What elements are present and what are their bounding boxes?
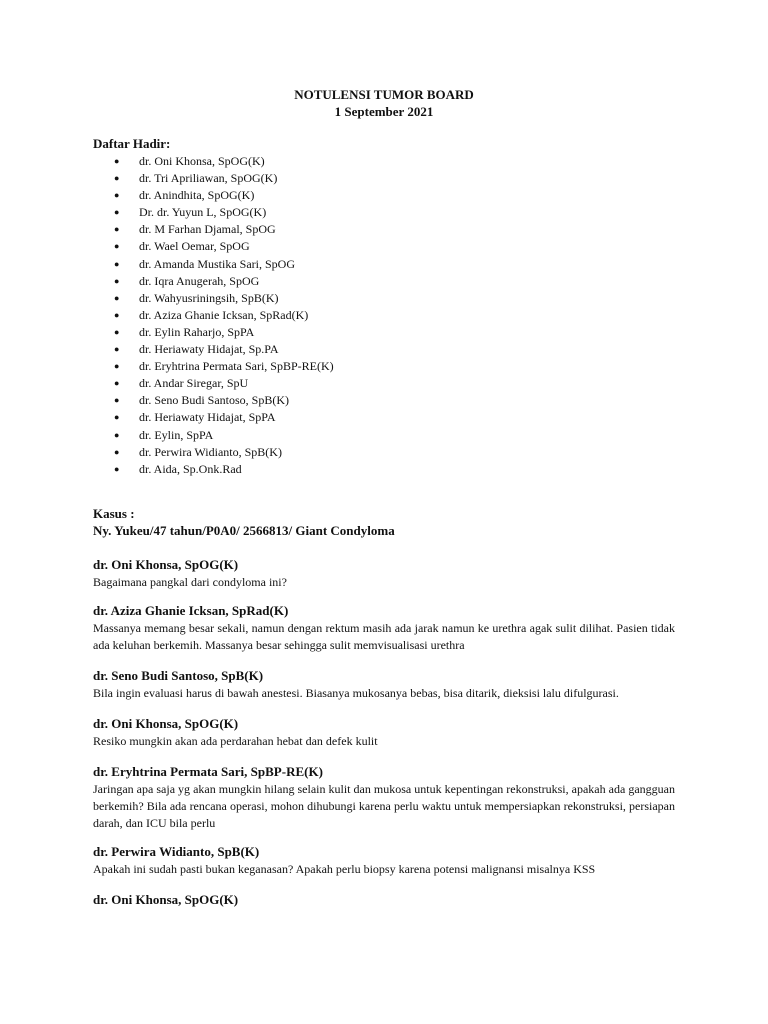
bullet-icon: ● [114,395,120,406]
speaker-name: dr. Seno Budi Santoso, SpB(K) [93,668,264,683]
speaker-statement: Apakah ini sudah pasti bukan keganasan? Apakah perlu biopsy karena potensi malignansi misalnya KSS [93,862,596,876]
attendee-item [93,153,334,170]
attendee-name: dr. Iqra Anugerah, SpOG [139,273,260,288]
discussion-entry [93,891,675,908]
speaker-statement: Bagaimana pangkal dari condyloma ini? [93,575,287,589]
speaker-statement: Resiko mungkin akan ada perdarahan hebat dan defek kulit [93,734,378,748]
attendee-name: dr. Heriawaty Hidajat, SpPA [139,410,276,425]
bullet-icon: ● [114,361,120,372]
speaker-name: dr. Oni Khonsa, SpOG(K) [93,716,239,731]
discussion-entry [93,763,675,832]
bullet-icon: ● [114,412,120,423]
bullet-icon: ● [114,224,120,235]
attendee-name: dr. Perwira Widianto, SpB(K) [139,444,282,459]
attendee-item [93,324,334,341]
attendee-item [93,341,334,358]
speaker-statement: Jaringan apa saja yg akan mungkin hilang selain kulit dan mukosa untuk kepentingan rekonstruksi, apakah ada gangguan berkemih? Bila ada rencana operasi, mohon dihubungi karena perlu waktu untuk mempersiapkan rekonstruksi, persiapan darah, dan ICU bila perlu [93,782,675,830]
attendee-item [93,427,334,444]
speaker-name: dr. Aziza Ghanie Icksan, SpRad(K) [93,603,289,618]
bullet-icon: ● [114,275,120,286]
attendee-name: Dr. dr. Yuyun L, SpOG(K) [139,205,267,220]
bullet-icon: ● [114,190,120,201]
bullet-icon: ● [114,156,120,166]
speaker-statement: Bila ingin evaluasi harus di bawah anestesi. Biasanya mukosanya bebas, bisa ditarik, dieksisi lalu difulgurasi. [93,686,619,700]
discussion-entry [93,556,675,591]
attendee-item [93,170,334,187]
attendee-name: dr. Anindhita, SpOG(K) [139,188,255,203]
attendee-name: dr. Andar Siregar, SpU [139,376,249,391]
attendee-item [93,238,334,255]
attendee-name: dr. Eylin Raharjo, SpPA [139,324,255,339]
bullet-icon: ● [114,378,120,389]
speaker-name: dr. Perwira Widianto, SpB(K) [93,844,260,859]
bullet-icon: ● [114,463,120,474]
speaker-name: dr. Oni Khonsa, SpOG(K) [93,557,239,572]
discussion-entry [93,667,675,702]
document-date: 1 September 2021 [334,104,434,119]
document-title: NOTULENSI TUMOR BOARD [294,87,474,102]
attendee-name: dr. Amanda Mustika Sari, SpOG [139,256,295,271]
attendance-list [93,153,334,478]
bullet-icon: ● [114,241,120,252]
attendee-item [93,290,334,307]
attendee-name: dr. Heriawaty Hidajat, Sp.PA [139,342,279,357]
attendee-name: dr. Eylin, SpPA [139,427,214,442]
attendee-item [93,273,334,290]
speaker-statement: Massanya memang besar sekali, namun dengan rektum masih ada jarak namun ke urethra agak sulit dilihat. Pasien tidak ada keluhan berkemih. Massanya besar sehingga sulit memvisualisasi urethra [93,621,675,652]
discussion-entry [93,843,675,878]
bullet-icon: ● [114,429,120,440]
attendee-item [93,444,334,461]
attendee-item [93,409,334,426]
attendee-item [93,392,334,409]
attendee-item [93,358,334,375]
attendee-name: dr. Wael Oemar, SpOG [139,239,250,254]
attendee-item [93,307,334,324]
bullet-icon: ● [114,292,120,303]
attendee-name: dr. Eryhtrina Permata Sari, SpBP-RE(K) [139,359,334,374]
discussion-entry [93,715,675,750]
attendee-name: dr. Aida, Sp.Onk.Rad [139,461,242,476]
speaker-name: dr. Eryhtrina Permata Sari, SpBP-RE(K) [93,764,323,779]
attendee-item [93,256,334,273]
case-title: Ny. Yukeu/47 tahun/P0A0/ 2566813/ Giant Condyloma [93,523,395,538]
attendee-item [93,187,334,204]
bullet-icon: ● [114,173,120,184]
bullet-icon: ● [114,326,120,337]
attendee-name: dr. M Farhan Djamal, SpOG [139,222,276,237]
attendee-name: dr. Tri Apriliawan, SpOG(K) [139,171,278,186]
attendee-item [93,375,334,392]
attendee-name: dr. Wahyusriningsih, SpB(K) [139,290,279,305]
speaker-name: dr. Oni Khonsa, SpOG(K) [93,892,239,907]
attendee-item [93,221,334,238]
attendee-name: dr. Oni Khonsa, SpOG(K) [139,154,265,168]
bullet-icon: ● [114,344,120,355]
attendance-heading: Daftar Hadir: [93,136,171,151]
bullet-icon: ● [114,207,120,218]
attendee-name: dr. Aziza Ghanie Icksan, SpRad(K) [139,307,309,322]
attendee-item [93,204,334,221]
bullet-icon: ● [114,446,120,457]
case-heading: Kasus : [93,506,135,521]
bullet-icon: ● [114,258,120,269]
bullet-icon: ● [114,309,120,320]
attendee-name: dr. Seno Budi Santoso, SpB(K) [139,393,290,408]
attendee-item [93,461,334,478]
discussion-entry [93,602,675,654]
